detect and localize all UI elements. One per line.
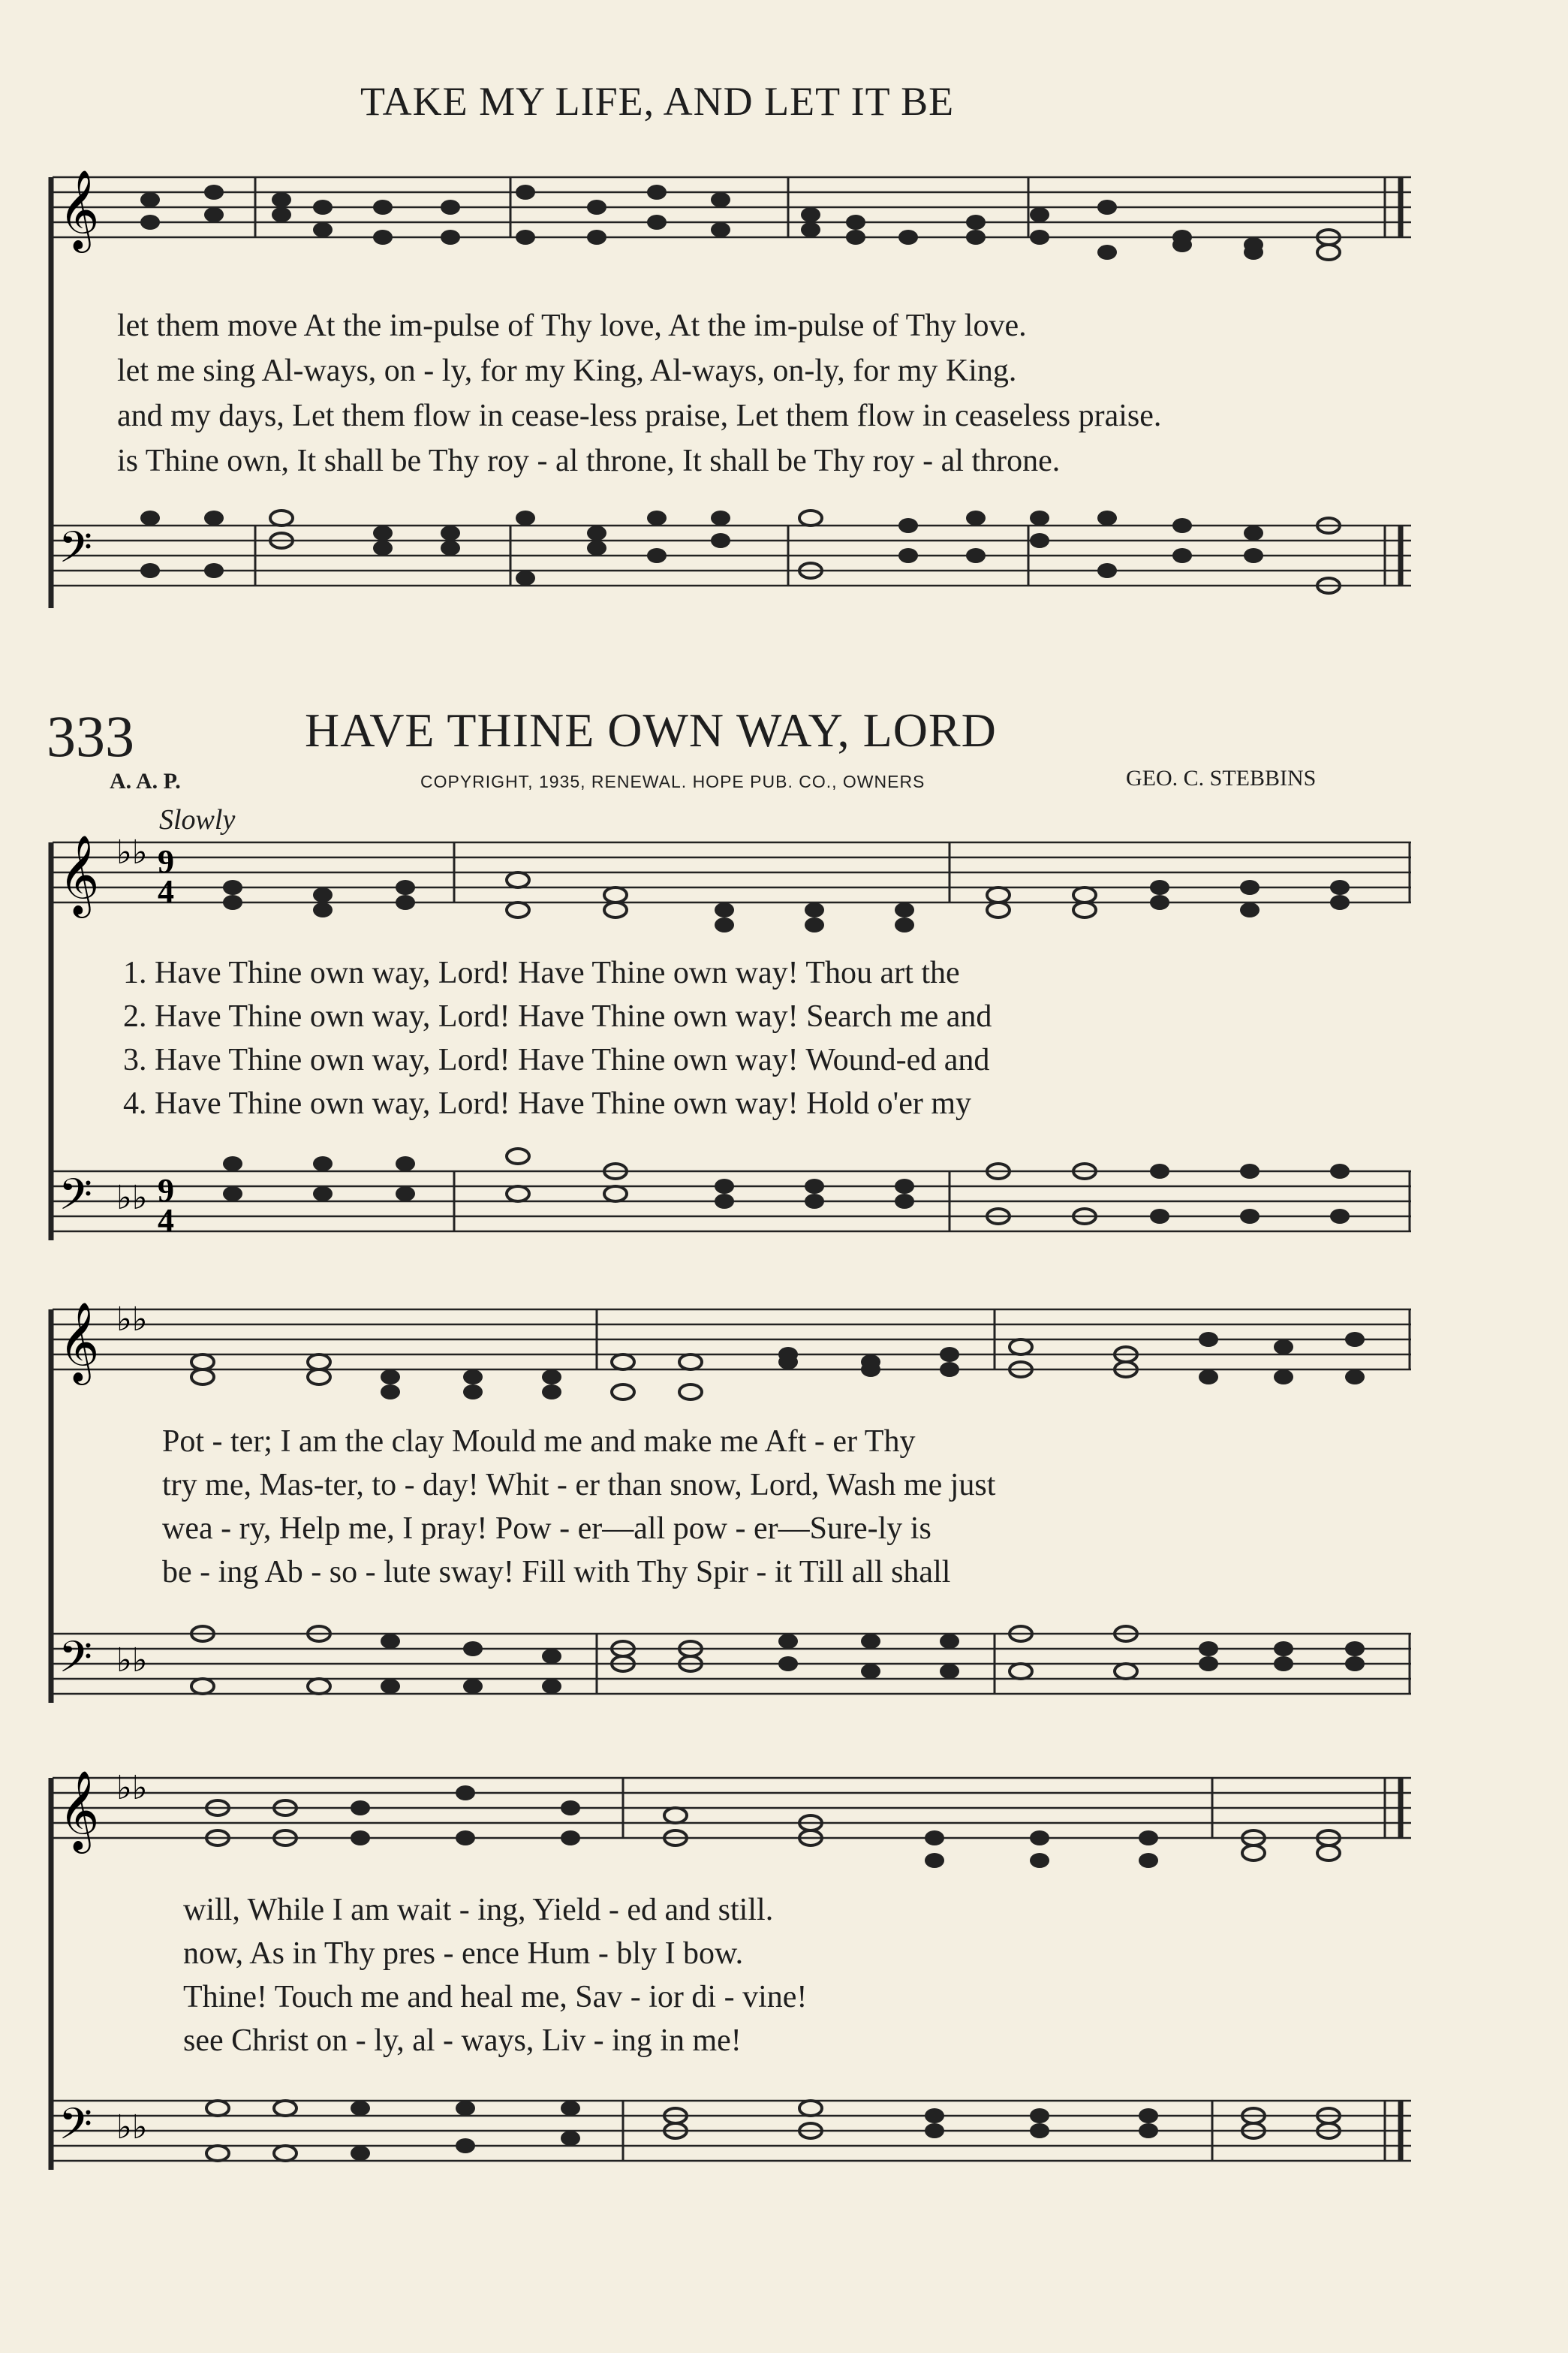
- svg-text:𝄞: 𝄞: [59, 834, 100, 914]
- svg-text:4: 4: [158, 873, 174, 910]
- author: A. A. P.: [110, 769, 181, 794]
- staff-b1-treble: [53, 842, 1411, 902]
- verse-line: now, As in Thy pres - ence Hum - bly I bow.: [183, 1936, 744, 1971]
- verse-line: 1. Have Thine own way, Lord! Have Thine own way! Thou art the: [123, 956, 960, 990]
- verse-line: 3. Have Thine own way, Lord! Have Thine own way! Wound-ed and: [123, 1043, 990, 1077]
- svg-text:♭♭: ♭♭: [116, 2109, 148, 2146]
- verse-line: wea - ry, Help me, I pray! Pow - er—all pow - er—Sure-ly is: [162, 1511, 931, 1546]
- svg-text:9: 9: [158, 843, 174, 880]
- verse-line: 4. Have Thine own way, Lord! Have Thine own way! Hold o'er my: [123, 1086, 972, 1121]
- svg-text:♭♭: ♭♭: [116, 1180, 148, 1216]
- notes-b3: [206, 1785, 1340, 2161]
- verse-line: 2. Have Thine own way, Lord! Have Thine own way! Search me and: [123, 999, 992, 1034]
- notes-a-bass: [140, 511, 1340, 593]
- verse-line: try me, Mas-ter, to - day! Whit - er than snow, Lord, Wash me just: [162, 1468, 996, 1502]
- svg-text:4: 4: [158, 1202, 174, 1239]
- composer: GEO. C. STEBBINS: [1126, 766, 1317, 791]
- tempo-marking: Slowly: [159, 804, 236, 836]
- hymn-title: HAVE THINE OWN WAY, LORD: [305, 703, 997, 757]
- hymn-a-lyric-1: let them move At the im-pulse of Thy love, At the im-pulse of Thy love.: [117, 309, 1027, 343]
- svg-text:𝄞: 𝄞: [59, 169, 100, 249]
- svg-text:𝄞: 𝄞: [59, 1301, 100, 1381]
- hymn-number: 333: [47, 703, 134, 769]
- hymn-a-lyric-4: is Thine own, It shall be Thy roy - al throne, It shall be Thy roy - al throne.: [117, 444, 1061, 478]
- verse-line: Pot - ter; I am the clay Mould me and make me Aft - er Thy: [162, 1424, 916, 1459]
- hymn-title: TAKE MY LIFE, AND LET IT BE: [360, 79, 955, 124]
- svg-text:𝄞: 𝄞: [59, 1770, 100, 1850]
- verse-line: see Christ on - ly, al - ways, Liv - ing in me!: [183, 2023, 742, 2058]
- verse-line: Thine! Touch me and heal me, Sav - ior di - vine!: [183, 1980, 808, 2014]
- svg-text:♭♭: ♭♭: [116, 834, 148, 871]
- svg-text:9: 9: [158, 1172, 174, 1209]
- svg-text:𝄢: 𝄢: [59, 1169, 93, 1231]
- copyright-notice: COPYRIGHT, 1935, RENEWAL. HOPE PUB. CO., OWNERS: [420, 772, 925, 791]
- hymn-a-lyric-2: let me sing Al-ways, on - ly, for my King, Al-ways, on-ly, for my King.: [117, 354, 1017, 388]
- svg-text:𝄢: 𝄢: [59, 2098, 93, 2160]
- staff-b3-treble: [53, 1778, 1411, 1838]
- hymn-a-lyric-3: and my days, Let them flow in cease-less praise, Let them flow in ceaseless praise.: [117, 399, 1162, 433]
- svg-text:♭♭: ♭♭: [116, 1642, 148, 1679]
- svg-text:𝄢: 𝄢: [59, 522, 93, 583]
- svg-text:♭♭: ♭♭: [116, 1301, 148, 1338]
- svg-text:𝄢: 𝄢: [59, 1631, 93, 1693]
- verse-line: will, While I am wait - ing, Yield - ed and still.: [183, 1893, 774, 1927]
- svg-text:♭♭: ♭♭: [116, 1770, 148, 1806]
- staff-b3-bass: [53, 2101, 1411, 2161]
- verse-line: be - ing Ab - so - lute sway! Fill with Thy Spir - it Till all shall: [162, 1555, 951, 1589]
